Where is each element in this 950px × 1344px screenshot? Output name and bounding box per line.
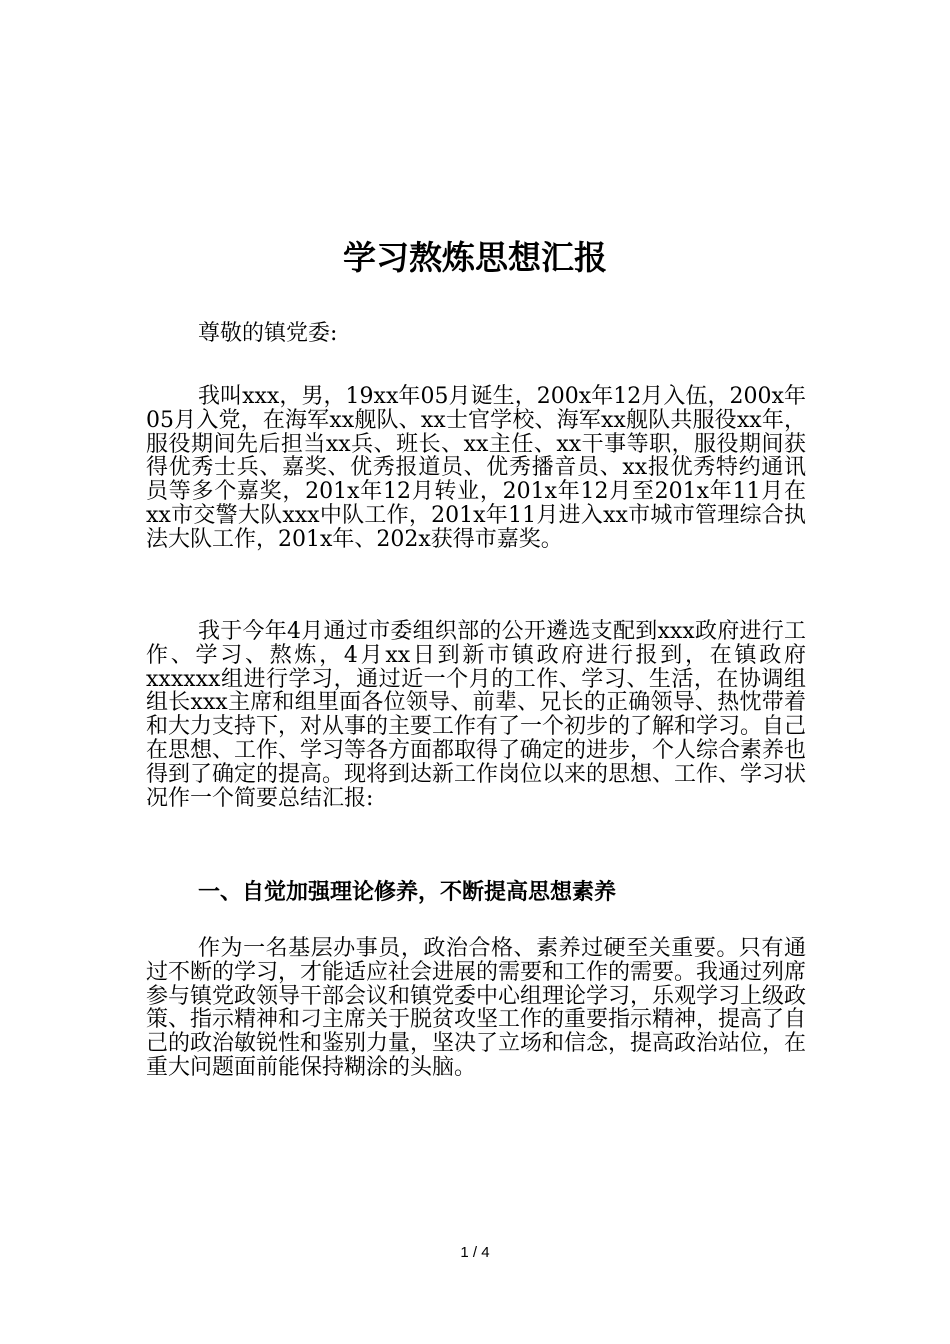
page-number: 1 / 4 — [460, 1244, 490, 1261]
paragraph-theory-study: 作为一名基层办事员，政治合格、素养过硬至关重要。只有通过不断的学习，才能适应社会进展的需要和工作的需要。我通过列席参与镇党政领导干部会议和镇党委中心组理论学习，乐观学习上级政策、指示精神和刁主席关于脱贫攻坚工作的重要指示精神，提高了自己的政治敏锐性和鉴别力量，坚决了立场和信念，提高政治站位，在重大问题面前能保持糊涂的头脑。 — [146, 936, 807, 1080]
salutation: 尊敬的镇党委: — [198, 321, 338, 346]
paragraph-new-post: 我于今年4月通过市委组织部的公开遴选支配到xxx政府进行工作、学习、熬炼，4月xx日到新市镇政府进行报到，在镇政府xxxxxx组进行学习，通过近一个月的工作、学习、生活，在协调组组长xxx主席和组里面各位领导、前辈、兄长的正确领导、热忱带着和大力支持下，对从事的主要工作有了一个初步的了解和学习。自己在思想、工作、学习等各方面都取得了确定的进步，个人综合素养也得到了确定的提高。现将到达新工作岗位以来的思想、工作、学习状况作一个简要总结汇报: — [146, 619, 807, 811]
section-heading: 一、自觉加强理论修养，不断提高思想素养 — [198, 880, 617, 905]
document-title: 学习熬炼思想汇报 — [343, 238, 607, 277]
paragraph-introduction: 我叫xxx，男，19xx年05月诞生，200x年12月入伍，200x年05月入党，在海军xx舰队、xx士官学校、海军xx舰队共服役xx年，服役期间先后担当xx兵、班长、xx主任、xx干事等职，服役期间获得优秀士兵、嘉奖、优秀报道员、优秀播音员、xx报优秀特约通讯员等多个嘉奖，201x年12月转业，201x年12月至201x年11月在xx市交警大队xxx中队工作，201x年11月进入xx市城市管理综合执法大队工作，201x年、202x获得市嘉奖。 — [146, 384, 806, 552]
